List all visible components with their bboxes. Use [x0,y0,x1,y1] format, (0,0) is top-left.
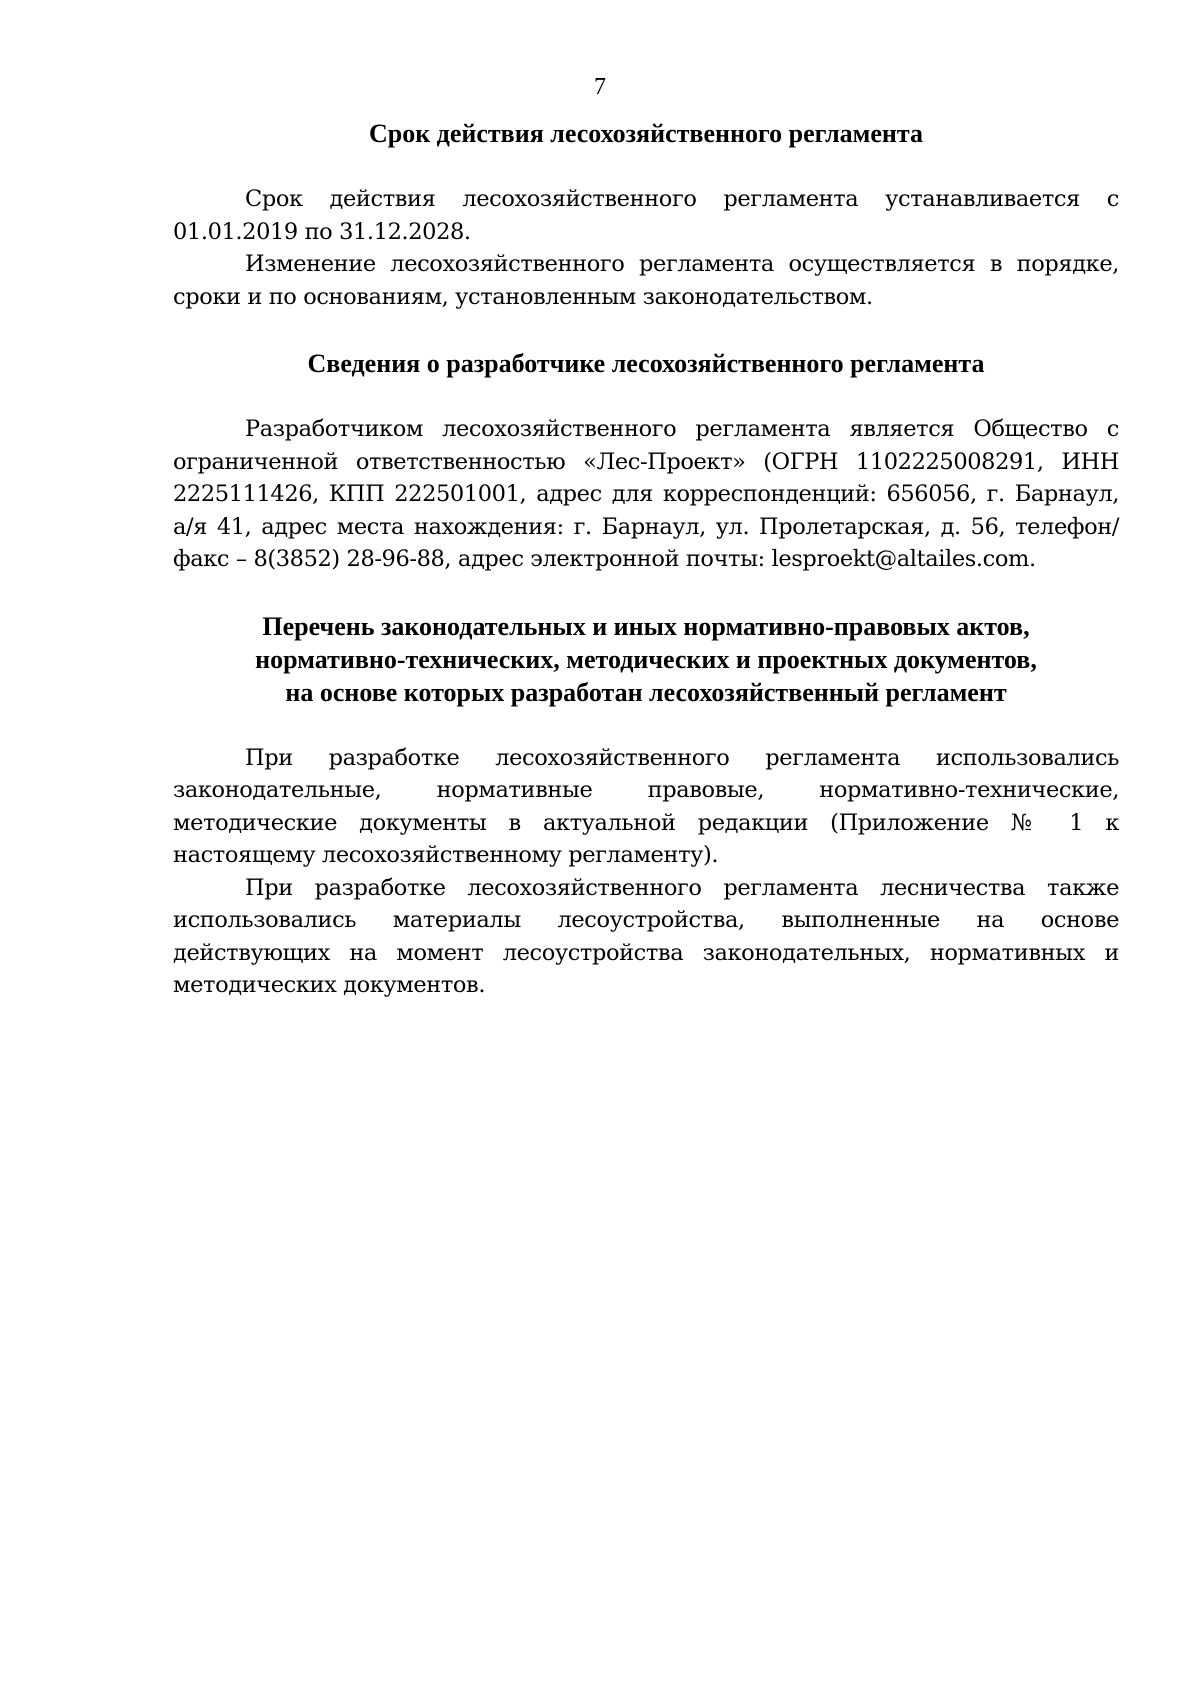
paragraph-developer-details: Разработчиком лесохозяйственного регламента является Общество с ограниченной ответственностью «Лес-Проект» (ОГРН 1102225008291, ИНН 2225111426, КПП 222501001, адрес для корреспонденций: 656056, г. Барнаул, а/я 41, адрес места нахождения: г. Барнаул, ул. Пролетарская, д. 56, телефон/факс – 8(3852) 28-96-88, адрес электронной почты: lesproekt@altailes.com. [173,416,1119,572]
section-title-line: Перечень законодательных и иных нормативно-правовых актов, [262,611,1030,641]
page-number: 7 [594,74,606,100]
paragraph-amendment-procedure: Изменение лесохозяйственного регламента осуществляется в порядке, сроки и по основаниям, установленным законодательством. [173,251,1119,310]
paragraph-regulatory-documents-used: При разработке лесохозяйственного регламента использовались законодательные, нормативные правовые, нормативно-технические, методические документы в актуальной редакции (Приложение № 1 к настоящему лесохозяйственному регламенту). [173,744,1119,868]
section-title-regulatory-documents [173,610,1119,709]
paragraph-forest-inventory-materials: При разработке лесохозяйственного регламента лесничества также использовались материалы лесоустройства, выполненные на основе действующих на момент лесоустройства законодательных, нормативных и методических документов. [173,874,1119,998]
section-title-line: нормативно-технических, методических и проектных документов, [255,644,1037,674]
section-title-developer-info: Сведения о разработчике лесохозяйственного регламента [307,349,985,378]
paragraph-validity-period: Срок действия лесохозяйственного регламента устанавливается с 01.01.2019 по 31.12.2028. [173,186,1119,245]
section-title-line: на основе которых разработан лесохозяйственный регламент [285,677,1007,707]
section-title-validity-period: Срок действия лесохозяйственного регламента [368,119,924,148]
page-content [173,117,1119,1002]
